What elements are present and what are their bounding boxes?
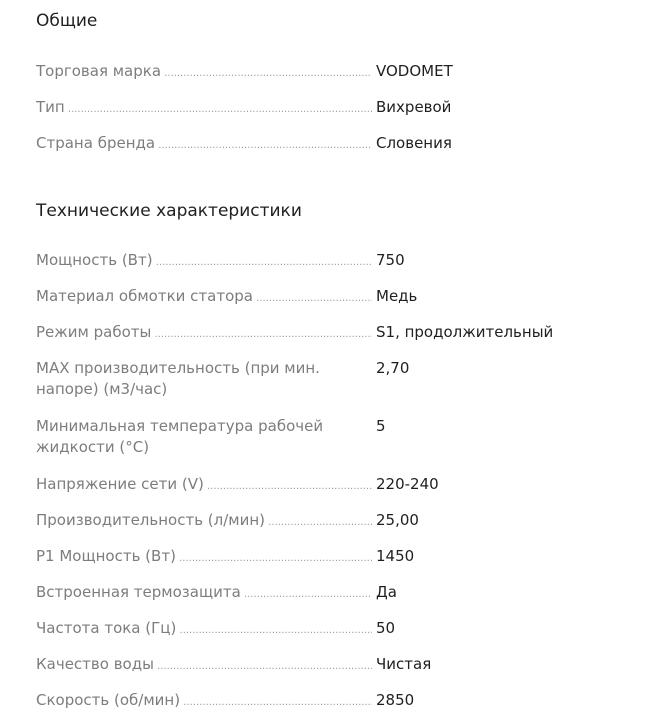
spec-row-min-temperature	[36, 416, 616, 474]
spec-value: 1450	[376, 547, 415, 565]
spec-value: 2,70	[376, 359, 410, 377]
spec-row-voltage	[36, 474, 616, 510]
spec-row-brand-country	[36, 133, 616, 169]
spec-name: Напряжение сети (V) .....	[36, 474, 372, 497]
spec-value: Вихревой	[376, 98, 452, 116]
spec-list-general	[36, 61, 616, 169]
spec-row-frequency	[36, 618, 616, 654]
spec-name: Режим работы .....	[36, 322, 372, 345]
spec-name: Частота тока (Гц) .....	[36, 618, 372, 641]
spec-value: Словения	[376, 134, 452, 152]
spec-row-type	[36, 97, 616, 133]
spec-name: Производительность (л/мин) .....	[36, 510, 372, 533]
spec-name: Страна бренда .....	[36, 133, 372, 156]
spec-row-winding-material	[36, 286, 616, 322]
section-title-general: Общие	[36, 11, 98, 31]
spec-name: Минимальная температура рабочей жидкости (°C)	[36, 417, 324, 456]
spec-name: MAX производительность (при мин. напоре) (м3/час)	[36, 359, 320, 398]
spec-row-power	[36, 250, 616, 286]
spec-row-water-quality	[36, 654, 616, 690]
spec-name: Торговая марка .....	[36, 61, 372, 84]
spec-value: Медь	[376, 287, 418, 305]
spec-value: VODOMET	[376, 62, 453, 80]
spec-row-p1-power	[36, 546, 616, 582]
spec-name: Мощность (Вт) .....	[36, 250, 372, 273]
spec-row-brand	[36, 61, 616, 97]
spec-name: Встроенная термозащита .....	[36, 582, 372, 605]
spec-value: 25,00	[376, 511, 419, 529]
spec-row-max-flow	[36, 358, 616, 416]
spec-name: Тип .....	[36, 97, 372, 120]
spec-name: Материал обмотки статора .....	[36, 286, 372, 309]
spec-row-thermal-protection	[36, 582, 616, 618]
spec-name: P1 Мощность (Вт) .....	[36, 546, 372, 569]
spec-value: 50	[376, 619, 396, 637]
spec-name: Скорость (об/мин) .....	[36, 690, 372, 713]
spec-value: Чистая	[376, 655, 432, 673]
spec-row-operating-mode	[36, 322, 616, 358]
spec-value: Да	[376, 583, 397, 601]
spec-name: Качество воды .....	[36, 654, 372, 677]
spec-value: 750	[376, 251, 405, 269]
spec-value: 220-240	[376, 475, 439, 493]
spec-value: 5	[376, 417, 386, 435]
spec-value: 2850	[376, 691, 415, 709]
spec-value: S1, продолжительный	[376, 323, 554, 341]
spec-list-technical	[36, 250, 616, 726]
spec-row-flow-rate	[36, 510, 616, 546]
section-title-technical: Технические характеристики	[36, 201, 302, 221]
